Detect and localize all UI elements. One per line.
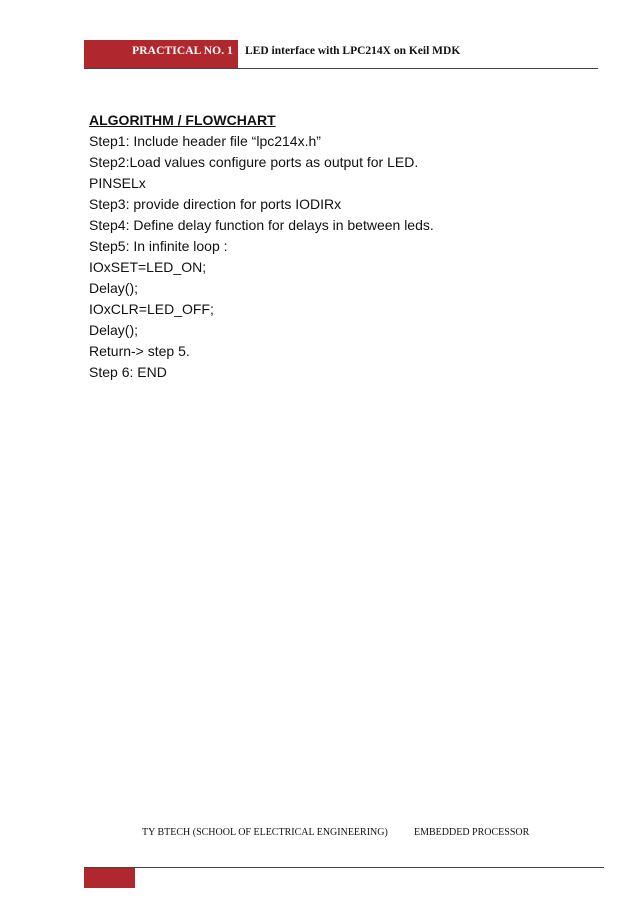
footer-divider	[84, 867, 604, 868]
step-line: Step2:Load values configure ports as output for LED.	[89, 154, 419, 170]
footer-subject-label: EMBEDDED PROCESSOR	[414, 827, 530, 838]
step-line: Step5: In infinite loop :	[89, 238, 228, 254]
step-line: Step1: Include header file “lpc214x.h”	[89, 133, 321, 149]
header-title: LED interface with LPC214X on Keil MDK	[245, 45, 461, 57]
practical-number-tab	[84, 40, 238, 68]
step-line: Delay();	[89, 322, 139, 338]
step-line: Step4: Define delay function for delays in between leds.	[89, 217, 434, 233]
section-heading: ALGORITHM / FLOWCHART	[89, 112, 276, 128]
step-line: Step 6: END	[89, 364, 167, 380]
step-line: IOxCLR=LED_OFF;	[89, 301, 214, 317]
step-line: Step3: provide direction for ports IODIRx	[89, 196, 342, 212]
practical-number-label: PRACTICAL NO. 1	[132, 45, 233, 57]
footer-accent-block	[84, 868, 135, 888]
algorithm-section	[89, 110, 589, 383]
step-line: PINSELx	[89, 175, 146, 191]
step-line: Delay();	[89, 280, 139, 296]
header-divider	[84, 68, 598, 69]
footer-school-label: TY BTECH (SCHOOL OF ELECTRICAL ENGINEERING)	[142, 827, 388, 838]
step-line: Return-> step 5.	[89, 343, 190, 359]
step-line: IOxSET=LED_ON;	[89, 259, 207, 275]
